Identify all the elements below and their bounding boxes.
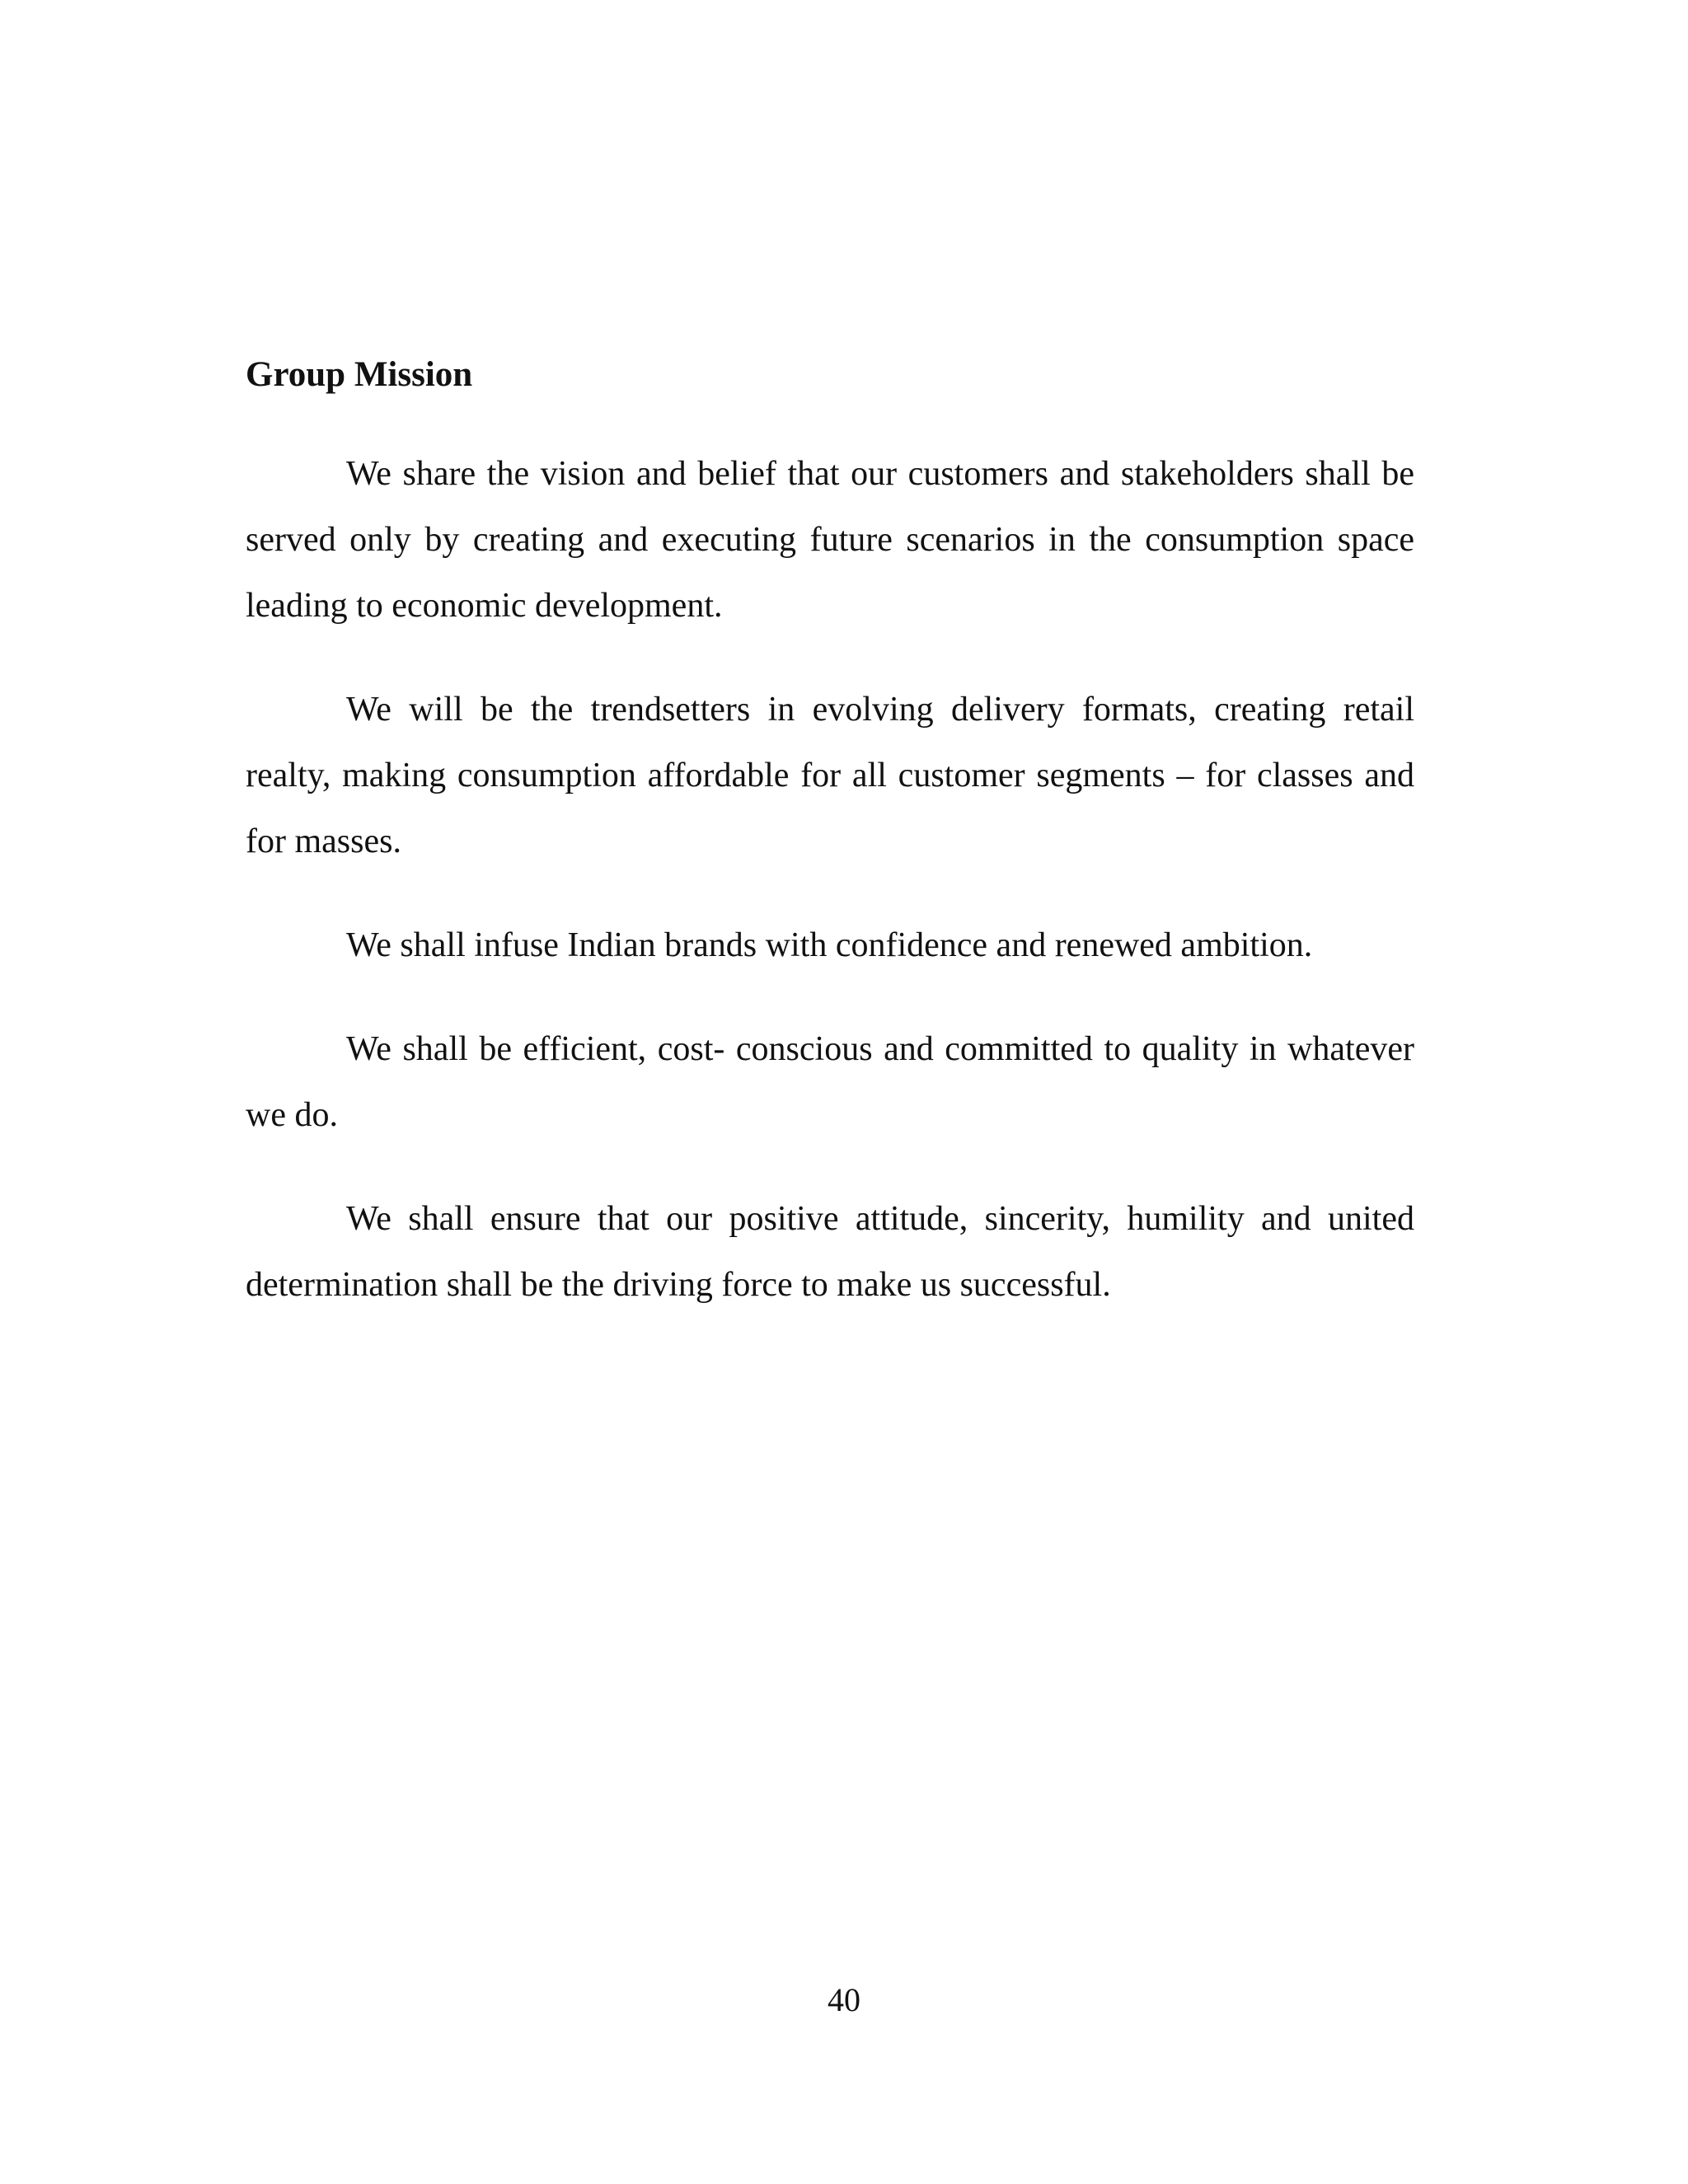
mission-paragraph-3: We shall infuse Indian brands with confidence and renewed ambition. [346, 926, 1313, 964]
mission-paragraph-4: We shall be efficient, cost- conscious and committed to quality in whatever we do. [246, 1030, 1414, 1134]
mission-paragraph-1: We share the vision and belief that our customers and stakeholders shall be served only by creating and executing future scenarios in the consumption space leading to economic development. [246, 455, 1414, 625]
mission-paragraph-5: We shall ensure that our positive attitude, sincerity, humility and united determination shall be the driving force to make us successful. [246, 1200, 1414, 1304]
page-number: 40 [828, 1981, 860, 2018]
page-content [246, 350, 1414, 1356]
mission-paragraph-2: We will be the trendsetters in evolving delivery formats, creating retail realty, making consumption affordable for all customer segments – for classes and for masses. [246, 691, 1414, 860]
section-heading: Group Mission [246, 355, 473, 394]
